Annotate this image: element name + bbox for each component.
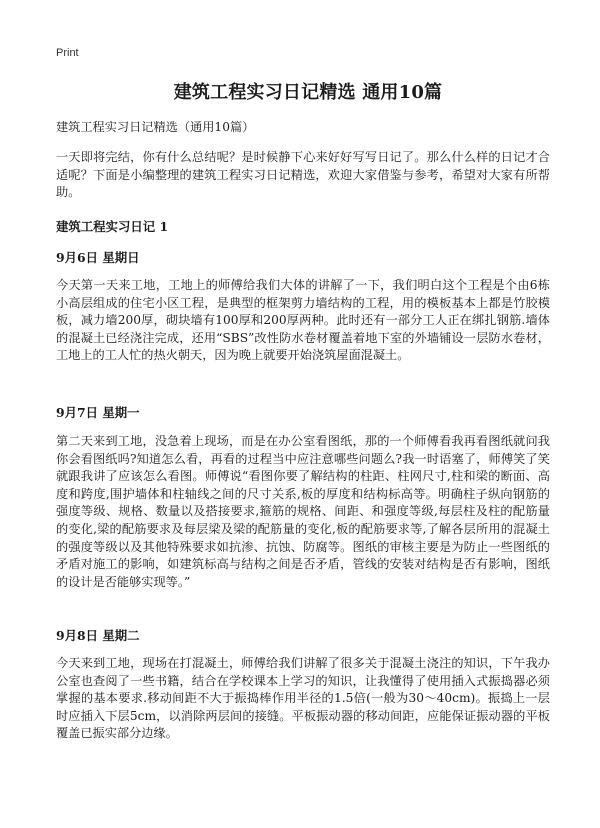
entry-date: 9月6日 星期日 (56, 250, 140, 265)
entry-date: 9月7日 星期一 (56, 405, 140, 420)
print-link[interactable]: Print (56, 47, 79, 59)
section-heading: 建筑工程实习日记 1 (56, 219, 169, 234)
entry-date: 9月8日 星期二 (56, 628, 140, 643)
document-subtitle: 建筑工程实习日记精选（通用10篇） (56, 120, 255, 134)
entry-body: 今天第一天来工地，工地上的师傅给我们大体的讲解了一下，我们明白这个工程是个由6栋小高层组成的住宅小区工程，是典型的框架剪力墙结构的工程，用的模板基本上都是竹胶模板，减力墙200厚，砌块墙有100厚和200厚两种。此时还有一部分工人正在绑扎钢筋.墙体的混凝土已经浇注完成，还用“SBS”改性防水卷材覆盖着地下室的外墙铺设一层防水卷材，工地上的工人忙的热火朝天，因为晚上就要开始浇筑屋面混凝土。 (56, 278, 550, 363)
entry-body: 今天来到工地，现场在打混凝土，师傅给我们讲解了很多关于混凝土浇注的知识，下午我办公室也查阅了一些书籍，结合在学校课本上学习的知识，让我懂得了使用插入式振捣器必须掌握的基本要求.移动间距不大于振捣棒作用半径的1.5倍(一般为30～40cm)。振捣上一层时应插入下层5cm，以消除两层间的接缝。平板振动器的移动间距，应能保证振动器的平板覆盖已振实部分边缘。 (56, 656, 550, 741)
entry-body: 第二天来到工地，没急着上现场，而是在办公室看图纸，那的一个师傅看我再看图纸就问我你会看图纸吗?知道怎么看，再看的过程当中应注意哪些问题么?我一时语塞了，师傅笑了笑就跟我讲了应该怎么看图。师傅说“看图你要了解结构的柱距、柱网尺寸,柱和梁的断面、高度和跨度,围护墙体和柱轴线之间的尺寸关系,板的厚度和结构标高等。明确柱子纵向钢筋的强度等级、规格、数量以及搭接要求,箍筋的规格、间距、和强度等级,每层柱及柱的配筋量的变化,梁的配筋要求及每层梁及梁的配筋量的变化,板的配筋要求等,了解各层所用的混凝土的强度等级以及其他特殊要求如抗渗、抗蚀、防腐等。图纸的审核主要是为防止一些图纸的矛盾对施工的影响，如建筑标高与结构之间是否矛盾，管线的安装对结构是否有影响，图纸的设计是否能够实现等。” (56, 434, 550, 589)
intro-paragraph: 一天即将完结，你有什么总结呢？是时候静下心来好好写写日记了。那么什么样的日记才合适呢？下面是小编整理的建筑工程实习日记精选，欢迎大家借鉴与参考，希望对大家有所帮助。 (56, 150, 550, 200)
page-title: 建筑工程实习日记精选 通用10篇 (173, 82, 443, 103)
